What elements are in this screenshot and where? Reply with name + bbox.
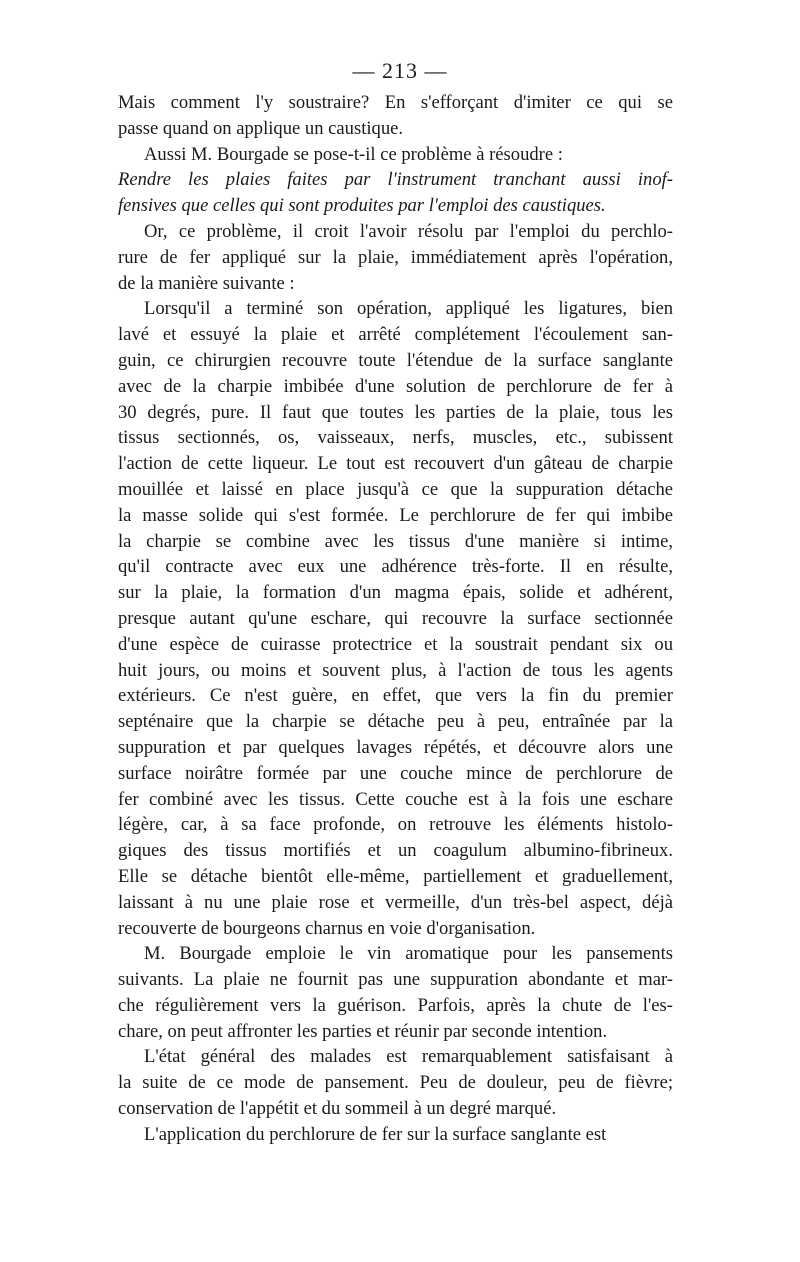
text-line: d'une espèce de cuirasse protectrice et la soustrait pendant six ou — [118, 633, 673, 655]
text-line: Lorsqu'il a terminé son opération, appliqué les ligatures, bien — [144, 298, 673, 320]
text-line: de la manière suivante : — [118, 272, 295, 294]
text-line: lavé et essuyé la plaie et arrêté complétement l'écoulement san- — [118, 324, 673, 346]
text-line: légère, car, à sa face profonde, on retrouve les éléments histolo- — [118, 814, 673, 836]
text-line: giques des tissus mortifiés et un coagulum albumino-fibrineux. — [118, 840, 673, 862]
text-line: surface noirâtre formée par une couche mince de perchlorure de — [118, 762, 673, 784]
text-line: laissant à nu une plaie rose et vermeille, d'un très-bel aspect, déjà — [118, 891, 673, 913]
text-line: l'action de cette liqueur. Le tout est recouvert d'un gâteau de charpie — [118, 453, 673, 475]
text-line: passe quand on applique un caustique. — [118, 117, 404, 139]
text-line: presque autant qu'une eschare, qui recouvre la surface sectionnée — [118, 607, 673, 629]
text-line: la charpie se combine avec les tissus d'une manière si intime, — [118, 530, 673, 552]
text-line: L'état général des malades est remarquablement satisfaisant à — [144, 1046, 673, 1068]
text-line: 30 degrés, pure. Il faut que toutes les parties de la plaie, tous les — [118, 401, 673, 423]
text-line: recouverte de bourgeons charnus en voie d'organisation. — [118, 917, 536, 939]
text-line: qu'il contracte avec eux une adhérence très-forte. Il en résulte, — [118, 556, 673, 578]
text-line: fer combiné avec les tissus. Cette couche est à la fois une eschare — [118, 788, 673, 810]
text-line: rure de fer appliqué sur la plaie, immédiatement après l'opération, — [118, 246, 673, 268]
text-line: fensives que celles qui sont produites par l'emploi des caustiques. — [118, 195, 606, 217]
text-line: tissus sectionnés, os, vaisseaux, nerfs, muscles, etc., subissent — [118, 427, 673, 449]
text-line: la suite de ce mode de pansement. Peu de douleur, peu de fièvre; — [118, 1072, 673, 1094]
text-line: guin, ce chirurgien recouvre toute l'étendue de la surface sanglante — [118, 349, 673, 371]
text-line: Aussi M. Bourgade se pose-t-il ce problème à résoudre : — [144, 143, 563, 165]
body-text — [118, 90, 673, 1148]
text-line: Mais comment l'y soustraire? En s'efforçant d'imiter ce qui se — [118, 92, 673, 113]
text-line: Or, ce problème, il croit l'avoir résolu par l'emploi du perchlo- — [144, 220, 673, 242]
text-line: extérieurs. Ce n'est guère, en effet, que vers la fin du premier — [118, 685, 673, 707]
text-line: suivants. La plaie ne fournit pas une suppuration abondante et mar- — [118, 969, 673, 991]
text-line: suppuration et par quelques lavages répétés, et découvre alors une — [118, 736, 673, 758]
page-number: — 213 — — [352, 58, 448, 83]
text-line: conservation de l'appétit et du sommeil à un degré marqué. — [118, 1098, 557, 1120]
text-line: chare, on peut affronter les parties et réunir par seconde intention. — [118, 1020, 608, 1042]
text-line: Elle se détache bientôt elle-même, partiellement et graduellement, — [118, 865, 673, 887]
text-line: L'application du perchlorure de fer sur la surface sanglante est — [144, 1123, 607, 1145]
text-line: Rendre les plaies faites par l'instrument tranchant aussi inof- — [118, 169, 673, 191]
text-line: huit jours, ou moins et souvent plus, à l'action de tous les agents — [118, 659, 673, 681]
text-line: avec de la charpie imbibée d'une solution de perchlorure de fer à — [118, 375, 673, 397]
text-line: la masse solide qui s'est formée. Le perchlorure de fer qui imbibe — [118, 504, 673, 526]
text-line: che régulièrement vers la guérison. Parfois, après la chute de l'es- — [118, 994, 673, 1016]
text-line: sur la plaie, la formation d'un magma épais, solide et adhérent, — [118, 582, 673, 604]
text-line: septénaire que la charpie se détache peu à peu, entraînée par la — [118, 711, 673, 733]
text-line: M. Bourgade emploie le vin aromatique pour les pansements — [144, 943, 673, 965]
text-line: mouillée et laissé en place jusqu'à ce que la suppuration détache — [118, 478, 673, 500]
